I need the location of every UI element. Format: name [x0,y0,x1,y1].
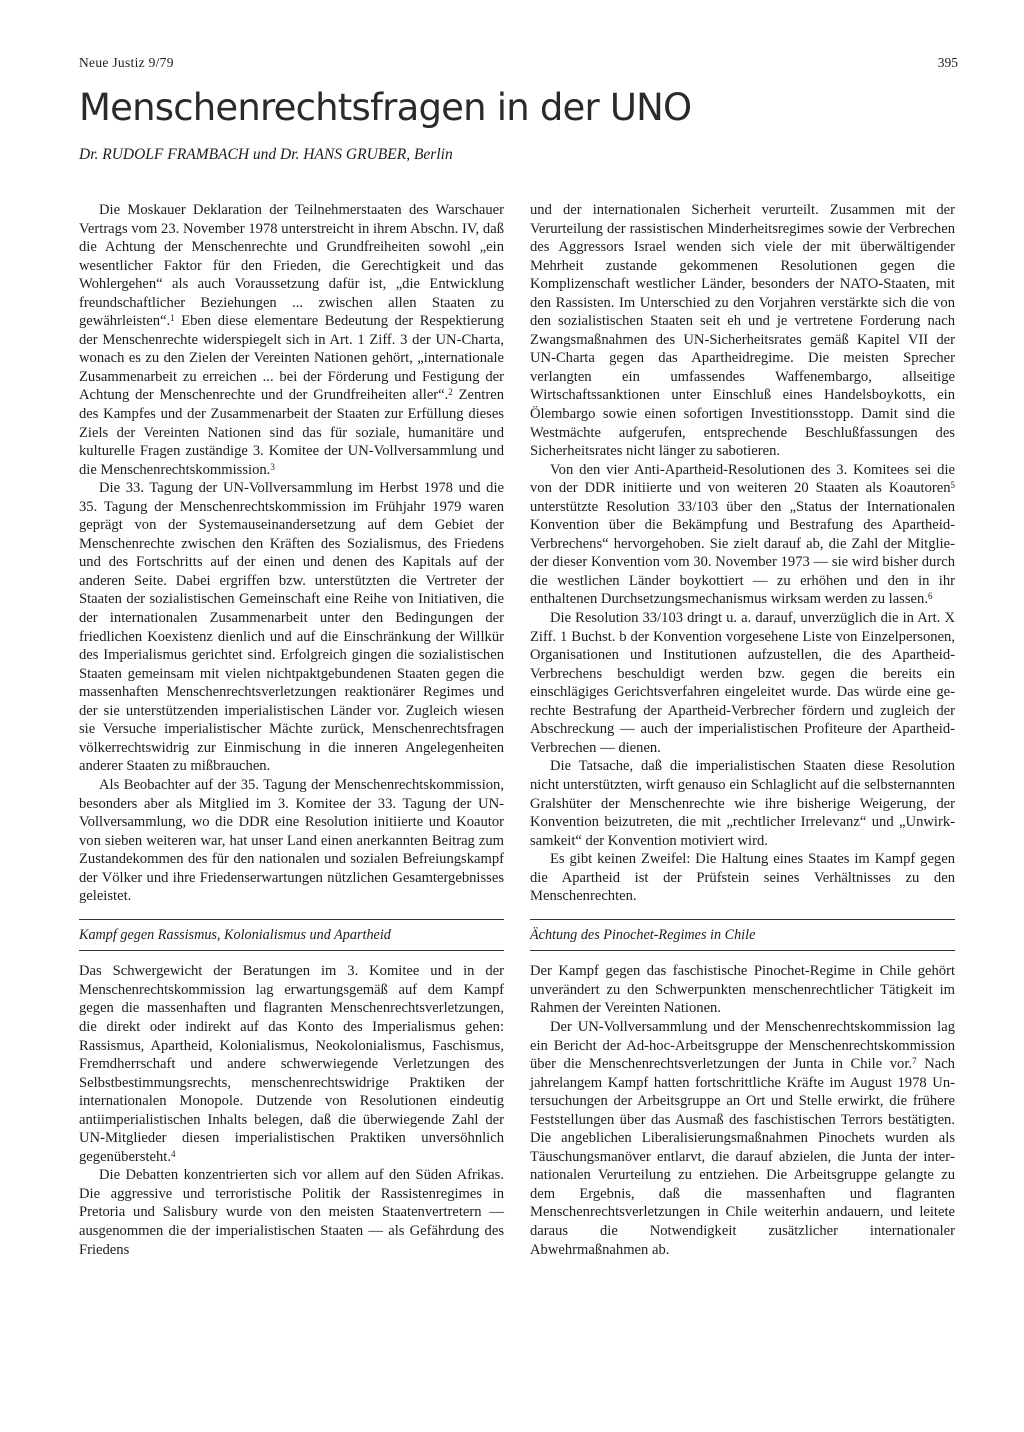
footnote-ref: 7 [912,1056,917,1067]
journal-issue: Neue Justiz 9/79 [79,55,174,70]
paragraph: Es gibt keinen Zweifel: Die Haltung eines Staates im Kampf gegen die Apartheid ist der Prüfstein seines Verhältnisses zu den Menschenrechten. [530,851,955,905]
paragraph: und der internationalen Sicherheit verurteilt. Zusammen mit der Verurteilung der rassistischen Minderheitsregimes sowie der Verbrechen des Aggressors Israel wenden sich viele der mit überwältigender Mehrheit zustande gekommenen Resolutionen gegen die Komplizenschaft westlicher Länder, besonders der NATO-Staaten, mit den Rassisten. Im Unterschied zu den Vorjahren verstärkte sich die von den sozialistischen Staaten seit eh und je vertretene Forderung nach Zwangsmaßnahmen des UN-Sicherheitsrates gemäß Kapitel VII der UN-Charta gegen das Apartheidregime. Die meisten Sprecher verlangten ein umfassendes Waffenembargo, allseitige Wirtschaftssanktionen unter Einschluß eines Handelsboykotts, ein Ölembargo sowie einen sofortigen Investitionsstopp. Damit sind die Westmächte aufgerufen, entsprechende Beschlußfassungen des Sicherheitsrates nicht länger zu sabotieren. [530,202,955,460]
footnote-ref: 6 [927,591,933,602]
section-heading: Ächtung des Pinochet-Regimes in Chile [530,919,955,952]
right-column [530,201,955,1259]
paragraph: Der Kampf gegen das faschistische Pinochet-Regime in Chile gehört unverändert zu den Schwerpunkten menschenrechtlicher Tätigkeit im Rahmen der Vereinten Nationen. [530,963,955,1017]
paragraph: Das Schwergewicht der Beratungen im 3. Komitee und in der Menschenrechtskommission lag erwartungsgemäß auf dem Kampf gegen die massenhaften und flagranten Menschenrechtsverletzungen, die direkt oder indirekt auf das Konto des Imperialismus gehen: Rassismus, Apartheid, Kolonialismus, Neokolonialismus, Faschismus, Fremdherrschaft und andere schwerwiegende Verletzungen des Selbstbestimmungsrechts, menschenrechtswidrige Praktiken der internationalen Monopole. Dutzende von Resolutionen eindeutig antiimperialistischen Inhalts belegen, daß die überwiegende Zahl der UN-Mitglieder diesen imperialistischen Praktiken unversöhnlich gegenübersteht.$^4$ [79,963,504,1165]
footnote-ref: 5 [950,480,955,491]
paragraph: Die Moskauer Deklaration der Teilnehmerstaaten des Warschauer Vertrags vom 23. November 1978 unterstreicht in ihrem Abschn. IV, daß die Achtung der Menschenrechte und Grundfreiheiten sowohl „ein wesentlicher Faktor für den Frieden, die Gerechtigkeit und das Wohlergehen“ als auch Voraussetzung dafür ist, „die Entwicklung freundschaftlicher Beziehungen ... zwischen allen Staaten zu gewährleisten“.$^1$ Eben diese elementare Bedeutung der Respektierung der Menschenrechte widerspiegelt sich in Art. 1 Ziff. 3 der UN-Charta, wonach es zu den Zielen der Vereinten Nationen gehört, „internationale Zusammenarbeit zu erreichen ... bei der Förderung und Festigung der Achtung der Menschenrechte und der Grundfreiheiten aller“.$^2$ Zentren des Kampfes und der Zusammenarbeit der Staaten zur Erfüllung dieses Ziels der Vereinten Nationen sind das für soziale, humanitäre und kulturelle Fragen zuständige 3. Komitee der UN-Vollversammlung und die Menschenrechtskommission.$^3$ [79,202,504,478]
paragraph: Als Beobachter auf der 35. Tagung der Menschenrechtskommission, besonders aber als Mitglied im 3. Komitee der 33. Tagung der UN-Vollversammlung, wo die DDR eine Resolution initiierte und Koautor von sieben weiteren war, hat unser Land einen anerkannten Beitrag zum Zustandekommen des für den nationalen und sozialen Befreiungskampf der Völker und ihre Friedenserwartungen nützlichen Gesamtergebnisses geleistet. [79,776,504,905]
paragraph: Die Tatsache, daß die imperialistischen Staaten diese Resolution nicht unterstützten, wirft genauso ein Schlaglicht auf die selbsternannten Gralshüter der Menschenrechte wie ihre bisherige Weigerung, der Konvention beizutreten, die mit „rechtlicher Irrelevanz“ und „Unwirksamkeit“ der Konvention motiviert wird. [530,758,955,849]
paragraph: Die Debatten konzentrierten sich vor allem auf den Süden Afrikas. Die aggressive und terroristische Politik der Rassistenregimes in Pretoria und Salisbury wurde von den meisten Staatenvertretern — ausgenommen die der imperialistischen Staaten — als Gefährdung des Friedens [79,1167,504,1258]
left-column [79,201,504,1259]
footnote-ref: 1 [170,313,175,324]
article-authors: Dr. RUDOLF FRAMBACH und Dr. HANS GRUBER, Berlin [79,146,453,163]
paragraph: Von den vier Anti-Apartheid-Resolutionen des 3. Komitees sei die von der DDR initiierte und von weiteren 20 Staaten als Koautoren$^5$ unterstützte Resolution 33/103 über den „Status der Internationalen Konvention über die Bekämpfung und Bestrafung des Apartheid-Verbrechens“ hervorgehoben. Sie zielt darauf ab, die Zahl der Mitglieder dieser Konvention vom 30. November 1973 — sie wird bisher durch die westlichen Länder boykottiert — zu erhöhen und den in ihr enthaltenen Durchsetzungsmechanismus wirksam werden zu lassen.$^6$ [530,461,955,608]
footnote-ref: 3 [270,461,275,472]
page-number: 395 [937,55,958,70]
footnote-ref: 2 [448,387,453,398]
footnote-ref: 4 [171,1148,176,1159]
article-title: Menschenrechtsfragen in der UNO [79,86,692,129]
paragraph: Der UN-Vollversammlung und der Menschenrechtskommission lag ein Bericht der Ad-hoc-Arbeitsgruppe der Menschenrechtskommission über die Menschenrechtsverletzungen der Junta in Chile vor.$^7$ Nach jahrelangem Kampf hatten fortschrittliche Kräfte im August 1978 Untersuchungen der Arbeitsgruppe an Ort und Stelle erwirkt, die frühere Feststellungen über das Ausmaß des faschistischen Terrors bestätigten. Die angeblichen Liberalisierungsmaßnahmen Pinochets wurden als Täuschungsmanöver entlarvt, die darauf abzielen, die Junta der internationalen Verurteilung zu entziehen. Die Arbeitsgruppe gelangte zu dem Ergebnis, daß die massenhaften und flagranten Menschenrechtsverletzungen in Chile weiterhin andauern, und leitete daraus die Notwendigkeit zusätzlicher internationaler Abwehrmaßnahmen ab. [530,1018,955,1258]
section-heading: Kampf gegen Rassismus, Kolonialismus und Apartheid [79,919,504,952]
paragraph: Die Resolution 33/103 dringt u. a. darauf, unverzüglich die in Art. X Ziff. 1 Buchst. b der Konvention vorgesehene Liste von Einzelpersonen, Organisationen und Institutionen aufzustellen, die des Apartheid-Verbrechens beschuldigt werden bzw. gegen die bereits ein einschlägiges Gerichtsverfahren eingeleitet wurde. Das würde eine gerechte Bestrafung der Apartheid-Verbrecher fördern und zugleich der Abschreckung — auch der imperialistischen Profiteure der Apartheid-Verbrechen — dienen. [530,610,955,756]
paragraph: Die 33. Tagung der UN-Vollversammlung im Herbst 1978 und die 35. Tagung der Menschenrechtskommission im Frühjahr 1979 waren geprägt von der Systemauseinandersetzung auf dem Gebiet der Menschenrechte zwischen den Kräften des Sozialismus, des Friedens und des Fortschritts auf der einen und denen des Kapitals auf der anderen Seite. Dabei ergriffen bzw. unterstützten die Vertreter der Staaten der sozialistischen Gemeinschaft eine Reihe von Initiativen, die der internationalen Zusammenarbeit unter den Bedingungen der friedlichen Koexistenz dienlich und auf die Einschränkung der Willkür des Imperialismus gerichtet sind. Erfolgreich gingen die sozialistischen Staaten gemeinsam mit vielen nichtpaktgebundenen Staaten gegen die massenhaften Menschenrechtsverletzungen reaktionärer Regimes und der sie unterstützenden imperialistischen Länder vor. Zugleich wiesen sie Versuche imperialistischer Mächte zurück, Menschenrechtsfragen völkerrechtswidrig zur Einmischung in die inneren Angelegenheiten anderer Staaten zu mißbrauchen. [79,480,504,775]
